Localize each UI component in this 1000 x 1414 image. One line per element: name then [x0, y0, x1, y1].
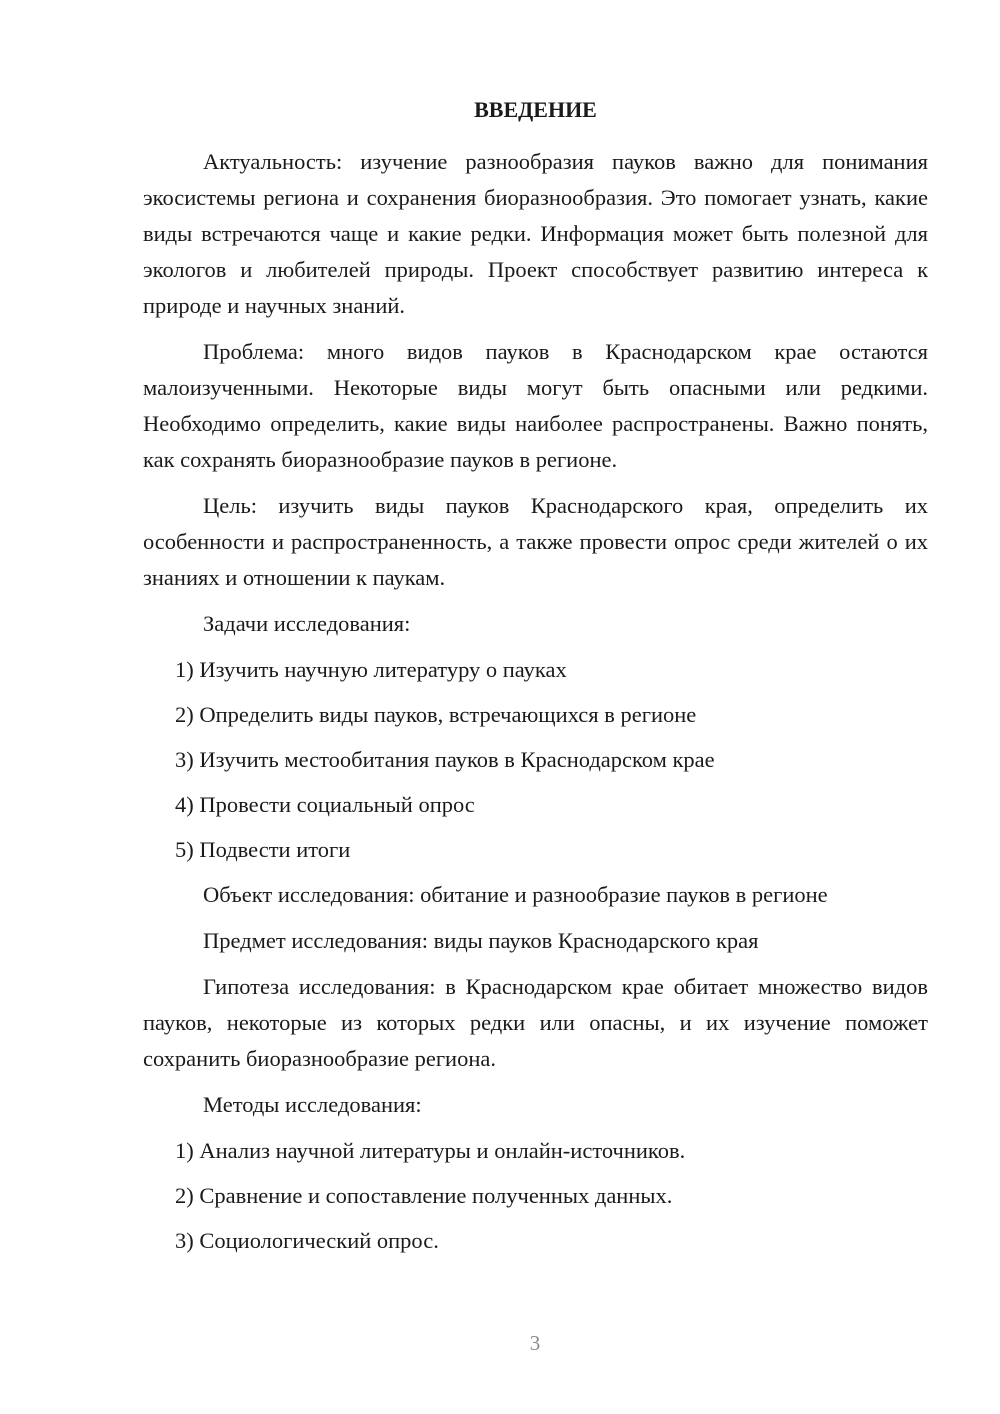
list-item: 5) Подвести итоги — [175, 837, 351, 862]
goal-paragraph: Цель: изучить виды пауков Краснодарского края, определить их особенности и распространенность, а также провести опрос среди жителей о их знаниях и отношении к паукам. — [143, 493, 928, 590]
object-line: Объект исследования: обитание и разнообразие пауков в регионе — [203, 882, 828, 907]
problem-paragraph: Проблема: много видов пауков в Краснодарском крае остаются малоизученными. Некоторые виды могут быть опасными или редкими. Необходимо определить, какие виды наиболее распространены. Важно понять, как сохранять биоразнообразие пауков в регионе. — [143, 339, 928, 472]
tasks-heading: Задачи исследования: — [203, 611, 411, 636]
list-item: 2) Определить виды пауков, встречающихся в регионе — [175, 702, 697, 727]
list-item: 2) Сравнение и сопоставление полученных данных. — [175, 1183, 673, 1208]
page-number: 3 — [529, 1331, 541, 1355]
subject-line: Предмет исследования: виды пауков Краснодарского края — [203, 928, 759, 953]
list-item: 1) Анализ научной литературы и онлайн-источников. — [175, 1138, 686, 1163]
relevance-paragraph: Актуальность: изучение разнообразия пауков важно для понимания экосистемы региона и сохранения биоразнообразия. Это помогает узнать, какие виды встречаются чаще и какие редки. Информация может быть полезной для экологов и любителей природы. Проект способствует развитию интереса к природе и научных знаний. — [143, 149, 928, 318]
list-item: 4) Провести социальный опрос — [175, 792, 475, 817]
methods-heading: Методы исследования: — [203, 1092, 422, 1117]
document-page — [143, 90, 928, 1268]
tasks-list — [143, 652, 928, 868]
list-item: 3) Социологический опрос. — [175, 1228, 439, 1253]
methods-list — [143, 1133, 928, 1259]
list-item: 1) Изучить научную литературу о пауках — [175, 657, 567, 682]
list-item: 3) Изучить местообитания пауков в Краснодарском крае — [175, 747, 715, 772]
page-title: ВВЕДЕНИЕ — [474, 97, 597, 122]
hypothesis-paragraph: Гипотеза исследования: в Краснодарском крае обитает множество видов пауков, некоторые из которых редки или опасны, и их изучение поможет сохранить биоразнообразие региона. — [143, 974, 928, 1071]
